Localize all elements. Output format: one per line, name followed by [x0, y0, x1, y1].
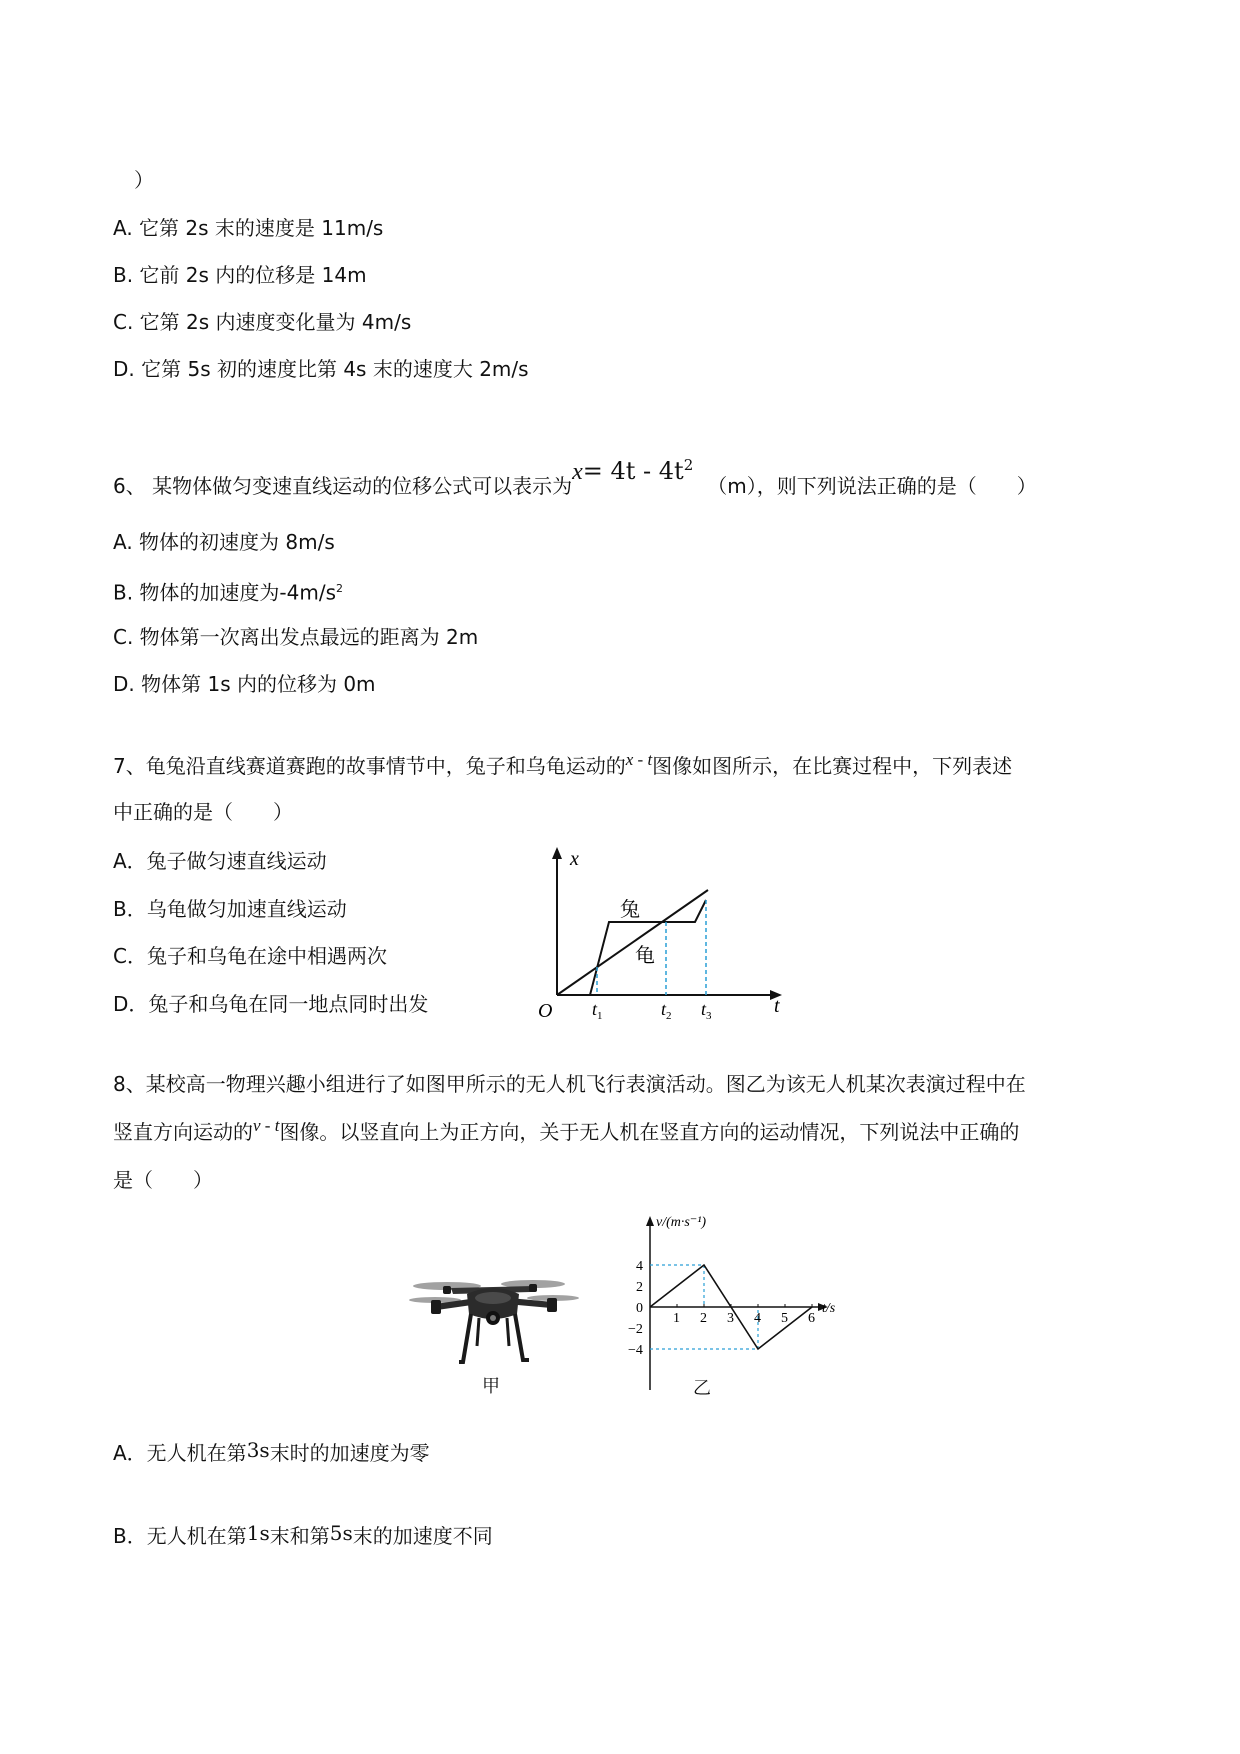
q6-option-b-text: B. 物体的加速度为-4m/s [113, 580, 337, 605]
q6-formula [572, 457, 693, 485]
vt-x-tick-label-1: 1 [673, 1311, 680, 1326]
q8-stem-line2 [113, 1118, 1019, 1148]
q8-option-b [113, 1522, 493, 1550]
q7-tick-t3-base: t [701, 999, 707, 1019]
drone-leg-inner-right [507, 1318, 509, 1346]
q7-suffix: 图像如图所示，在比赛过程中，下列表述 [652, 754, 1013, 778]
q7-tick-t3-sub: 3 [706, 1010, 712, 1022]
q8-opt-a-val: 3s [246, 1438, 270, 1462]
vt-x-tick-label-4: 4 [754, 1311, 761, 1326]
q8-line2-suffix: 图像。以竖直向上为正方向，关于无人机在竖直方向的运动情况，下列说法中正确的 [279, 1120, 1020, 1144]
q7-math: x - t [625, 750, 653, 769]
q8-opt-b-val2: 5s [329, 1521, 353, 1545]
vt-x-tick-label-2: 2 [700, 1311, 707, 1326]
q8-line2-math: v - t [253, 1116, 280, 1135]
q8-stem-line3: 是（ ） [113, 1168, 213, 1192]
q6-option-b [113, 575, 343, 607]
q7-y-arrow [552, 847, 562, 859]
q7-tick-t3 [701, 999, 712, 1022]
q7-xt-graph [530, 845, 790, 1025]
q7-axis-y-label: x [570, 848, 579, 870]
drone-leg-left [459, 1314, 471, 1362]
q8-opt-b-mid: 末和第 [269, 1524, 330, 1548]
drone-leg-inner-left [477, 1318, 479, 1346]
q5-paren-close: ） [134, 168, 154, 192]
q8-opt-b-suffix: 末的加速度不同 [352, 1524, 493, 1548]
vt-y-tick-label-2: 0 [636, 1301, 643, 1316]
drone-camera-lens [490, 1315, 496, 1321]
drone-leg-right [515, 1314, 529, 1360]
q8-vt-chart [620, 1212, 860, 1402]
q8-opt-b-prefix: B．无人机在第 [113, 1524, 247, 1548]
vt-ylabel: v/(m·s⁻¹) [656, 1215, 707, 1230]
q7-tick-t1-base: t [592, 999, 598, 1019]
q5-option-c: C. 它第 2s 内速度变化量为 4m/s [113, 310, 412, 334]
q7-axis-x-label: t [774, 995, 780, 1017]
q7-rabbit-label: 兔 [620, 899, 640, 921]
vt-y-tick-label-1: 2 [636, 1280, 643, 1295]
vt-xlabel: t/s [822, 1301, 836, 1316]
q6-option-a: A. 物体的初速度为 8m/s [113, 530, 335, 554]
q8-fig-yi-label: 乙 [693, 1378, 711, 1399]
q8-option-a [113, 1439, 430, 1467]
drone-motor-1 [443, 1286, 451, 1294]
drone-motor-2 [529, 1284, 537, 1292]
q7-prefix: 7、龟兔沿直线赛道赛跑的故事情节中，兔子和乌龟运动的 [113, 754, 626, 778]
vt-y-arrow [646, 1216, 654, 1226]
q6-prefix: 6、 某物体做匀变速直线运动的位移公式可以表示为 [113, 474, 573, 498]
q8-fig-jia-label: 甲 [482, 1376, 500, 1397]
q7-tick-t1 [592, 999, 603, 1022]
q7-origin-label: O [538, 1000, 553, 1022]
q6-formula-exp: 2 [683, 456, 694, 474]
q7-tortoise-label: 龟 [635, 945, 655, 967]
drone-motor-4 [547, 1298, 557, 1312]
q5-option-b: B. 它前 2s 内的位移是 14m [113, 263, 367, 287]
vt-x-tick-label-3: 3 [727, 1311, 734, 1326]
q8-line2-prefix: 竖直方向运动的 [113, 1120, 253, 1144]
drone-body-highlight [475, 1292, 511, 1304]
q7-tick-t2-base: t [661, 999, 667, 1019]
q7-option-b: B．乌龟做匀加速直线运动 [113, 897, 347, 921]
q7-tick-t1-sub: 1 [597, 1010, 603, 1022]
q6-suffix: （m），则下列说法正确的是（ ） [707, 474, 1037, 498]
vt-x-tick-label-5: 5 [781, 1311, 788, 1326]
q7-option-c: C．兔子和乌龟在途中相遇两次 [113, 944, 387, 968]
q7-tick-t2 [661, 999, 672, 1022]
q6-stem [113, 456, 1037, 500]
q7-stem-line2: 中正确的是（ ） [113, 800, 293, 824]
q7-tick-t2-sub: 2 [666, 1010, 672, 1022]
vt-marks [628, 1259, 815, 1358]
vt-y-tick-label-4: −4 [628, 1343, 643, 1358]
q8-opt-a-prefix: A．无人机在第 [113, 1441, 247, 1465]
q7-stem-line1 [113, 752, 1012, 782]
drone-motor-3 [431, 1300, 441, 1314]
vt-x-tick-label-6: 6 [808, 1311, 815, 1326]
q6-option-d: D. 物体第 1s 内的位移为 0m [113, 672, 376, 696]
q7-option-a: A．兔子做匀速直线运动 [113, 849, 327, 873]
q5-option-d: D. 它第 5s 初的速度比第 4s 末的速度大 2m/s [113, 357, 529, 381]
q6-formula-x: x [572, 459, 583, 485]
q8-opt-a-suffix: 末时的加速度为零 [269, 1441, 430, 1465]
q7-option-d: D．兔子和乌龟在同一地点同时出发 [113, 992, 429, 1016]
q6-option-b-sup: 2 [336, 582, 344, 595]
vt-y-tick-label-0: 4 [636, 1259, 643, 1274]
q8-opt-b-val1: 1s [246, 1521, 270, 1545]
q6-formula-rest: = 4t - 4t [582, 457, 684, 485]
vt-y-tick-label-3: −2 [628, 1322, 643, 1337]
q8-stem-line1: 8、某校高一物理兴趣小组进行了如图甲所示的无人机飞行表演活动。图乙为该无人机某次表演过程中在 [113, 1072, 1026, 1096]
q6-option-c: C. 物体第一次离出发点最远的距离为 2m [113, 625, 479, 649]
q5-option-a: A. 它第 2s 末的速度是 11m/s [113, 216, 384, 240]
